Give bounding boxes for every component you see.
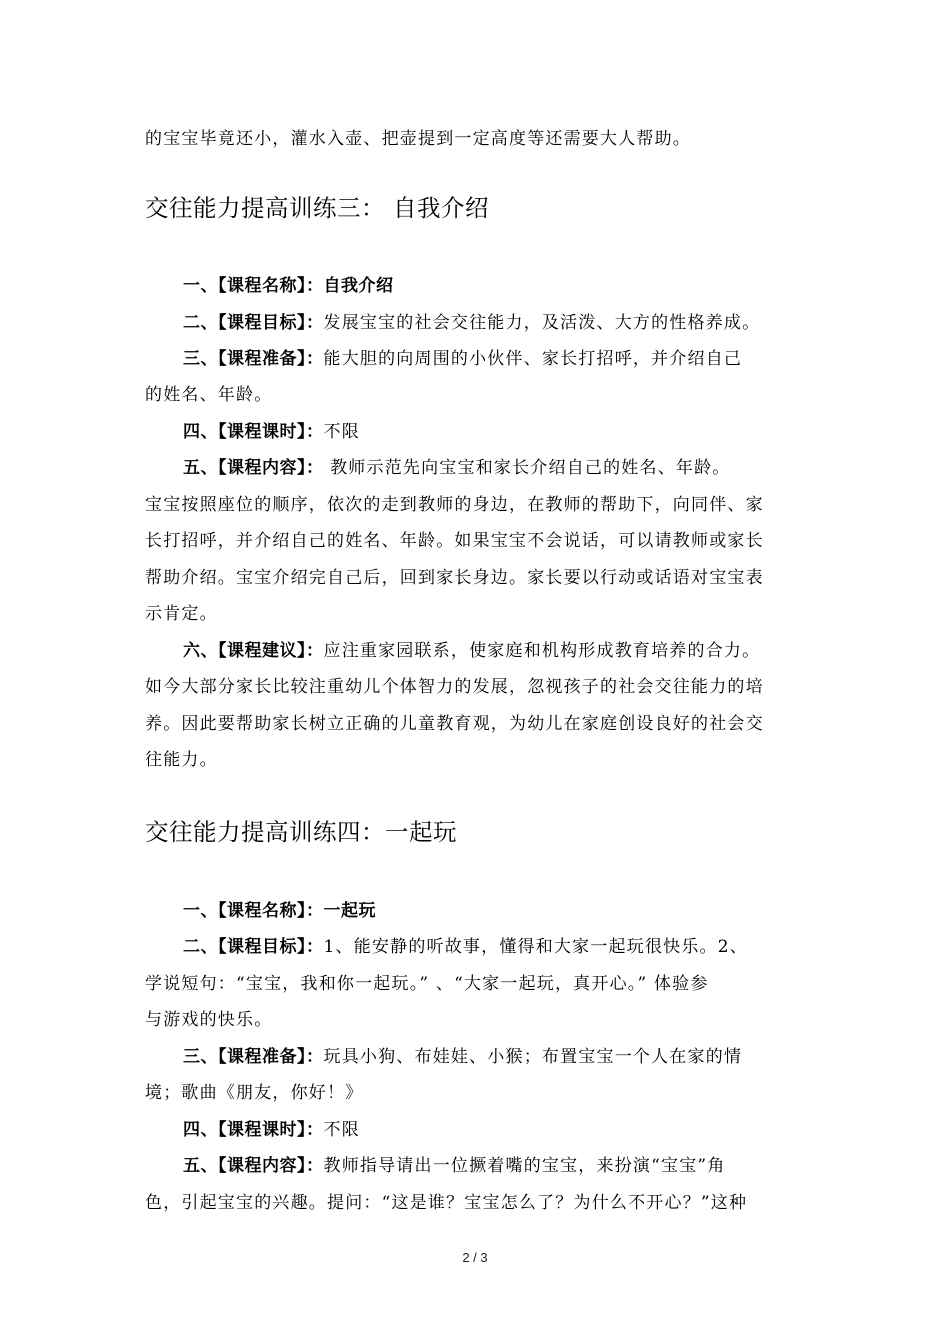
course-name-4 xyxy=(183,901,863,921)
field-label: 一、【课程名称】： xyxy=(183,901,324,921)
section-heading-3: 交往能力提高训练三： 自我介绍 xyxy=(145,194,489,222)
field-value: 教师指导请出一位撅着嘴的宝宝，来扮演“宝宝”角 xyxy=(323,1156,726,1176)
field-label: 二、【课程目标】： xyxy=(183,313,324,333)
field-label: 五、【课程内容】： xyxy=(183,1156,324,1176)
field-value: 玩具小狗、布娃娃、小猴；布置宝宝一个人在家的情 xyxy=(323,1047,743,1067)
field-value: 一起玩 xyxy=(323,901,376,921)
field-value: 1、能安静的听故事，懂得和大家一起玩很快乐。2、 xyxy=(323,937,748,957)
course-goal-3 xyxy=(183,313,863,333)
course-content-3 xyxy=(183,458,863,478)
section-heading-4: 交往能力提高训练四：一起玩 xyxy=(145,818,457,846)
paragraph-line: 学说短句：“宝宝，我和你一起玩。” 、“大家一起玩，真开心。” 体验参 xyxy=(145,974,709,994)
field-value: 不限 xyxy=(323,422,360,442)
course-advice-3 xyxy=(183,641,863,661)
course-goal-4 xyxy=(183,937,863,957)
paragraph-line: 养。因此要帮助家长树立正确的儿童教育观，为幼儿在家庭创设良好的社会交 xyxy=(145,714,764,734)
course-prep-4 xyxy=(183,1047,863,1067)
paragraph-line: 色，引起宝宝的兴趣。提问：“这是谁？宝宝怎么了？为什么不开心？”这种 xyxy=(145,1193,748,1213)
page-number: 2 / 3 xyxy=(462,1250,488,1265)
field-label: 三、【课程准备】： xyxy=(183,1047,324,1067)
course-hours-4 xyxy=(183,1120,863,1140)
paragraph-line: 的宝宝毕竟还小，灌水入壶、把壶提到一定高度等还需要大人帮助。 xyxy=(145,129,691,149)
paragraph-line: 境；歌曲《朋友，你好！》 xyxy=(145,1083,364,1103)
field-label: 六、【课程建议】： xyxy=(183,641,324,661)
field-value: 能大胆的向周围的小伙伴、家长打招呼，并介绍自己 xyxy=(323,349,743,369)
field-label: 二、【课程目标】： xyxy=(183,937,324,957)
field-label: 三、【课程准备】： xyxy=(183,349,324,369)
field-value: 自我介绍 xyxy=(323,276,394,296)
field-label: 四、【课程课时】： xyxy=(183,1120,324,1140)
field-value: 应注重家园联系，使家庭和机构形成教育培养的合力。 xyxy=(323,641,761,661)
field-value: 发展宝宝的社会交往能力，及活泼、大方的性格养成。 xyxy=(323,313,761,333)
paragraph-line: 与游戏的快乐。 xyxy=(145,1010,273,1030)
field-label: 五、【课程内容】： xyxy=(183,458,324,478)
paragraph-line: 如今大部分家长比较注重幼儿个体智力的发展，忽视孩子的社会交往能力的培 xyxy=(145,677,764,697)
paragraph-line: 宝宝按照座位的顺序，依次的走到教师的身边，在教师的帮助下，向同伴、家 xyxy=(145,495,764,515)
course-name-3 xyxy=(183,276,863,296)
field-label: 四、【课程课时】： xyxy=(183,422,324,442)
field-label: 一、【课程名称】： xyxy=(183,276,324,296)
paragraph-line: 帮助介绍。宝宝介绍完自己后，回到家长身边。家长要以行动或话语对宝宝表 xyxy=(145,568,764,588)
field-value: 教师示范先向宝宝和家长介绍自己的姓名、年龄。 xyxy=(323,458,731,478)
paragraph-line: 示肯定。 xyxy=(145,604,218,624)
field-value: 不限 xyxy=(323,1120,360,1140)
course-content-4 xyxy=(183,1156,863,1176)
paragraph-line: 的姓名、年龄。 xyxy=(145,385,273,405)
paragraph-line: 往能力。 xyxy=(145,750,218,770)
course-prep-3 xyxy=(183,349,863,369)
course-hours-3 xyxy=(183,422,863,442)
paragraph-line: 长打招呼，并介绍自己的姓名、年龄。如果宝宝不会说话，可以请教师或家长 xyxy=(145,531,764,551)
